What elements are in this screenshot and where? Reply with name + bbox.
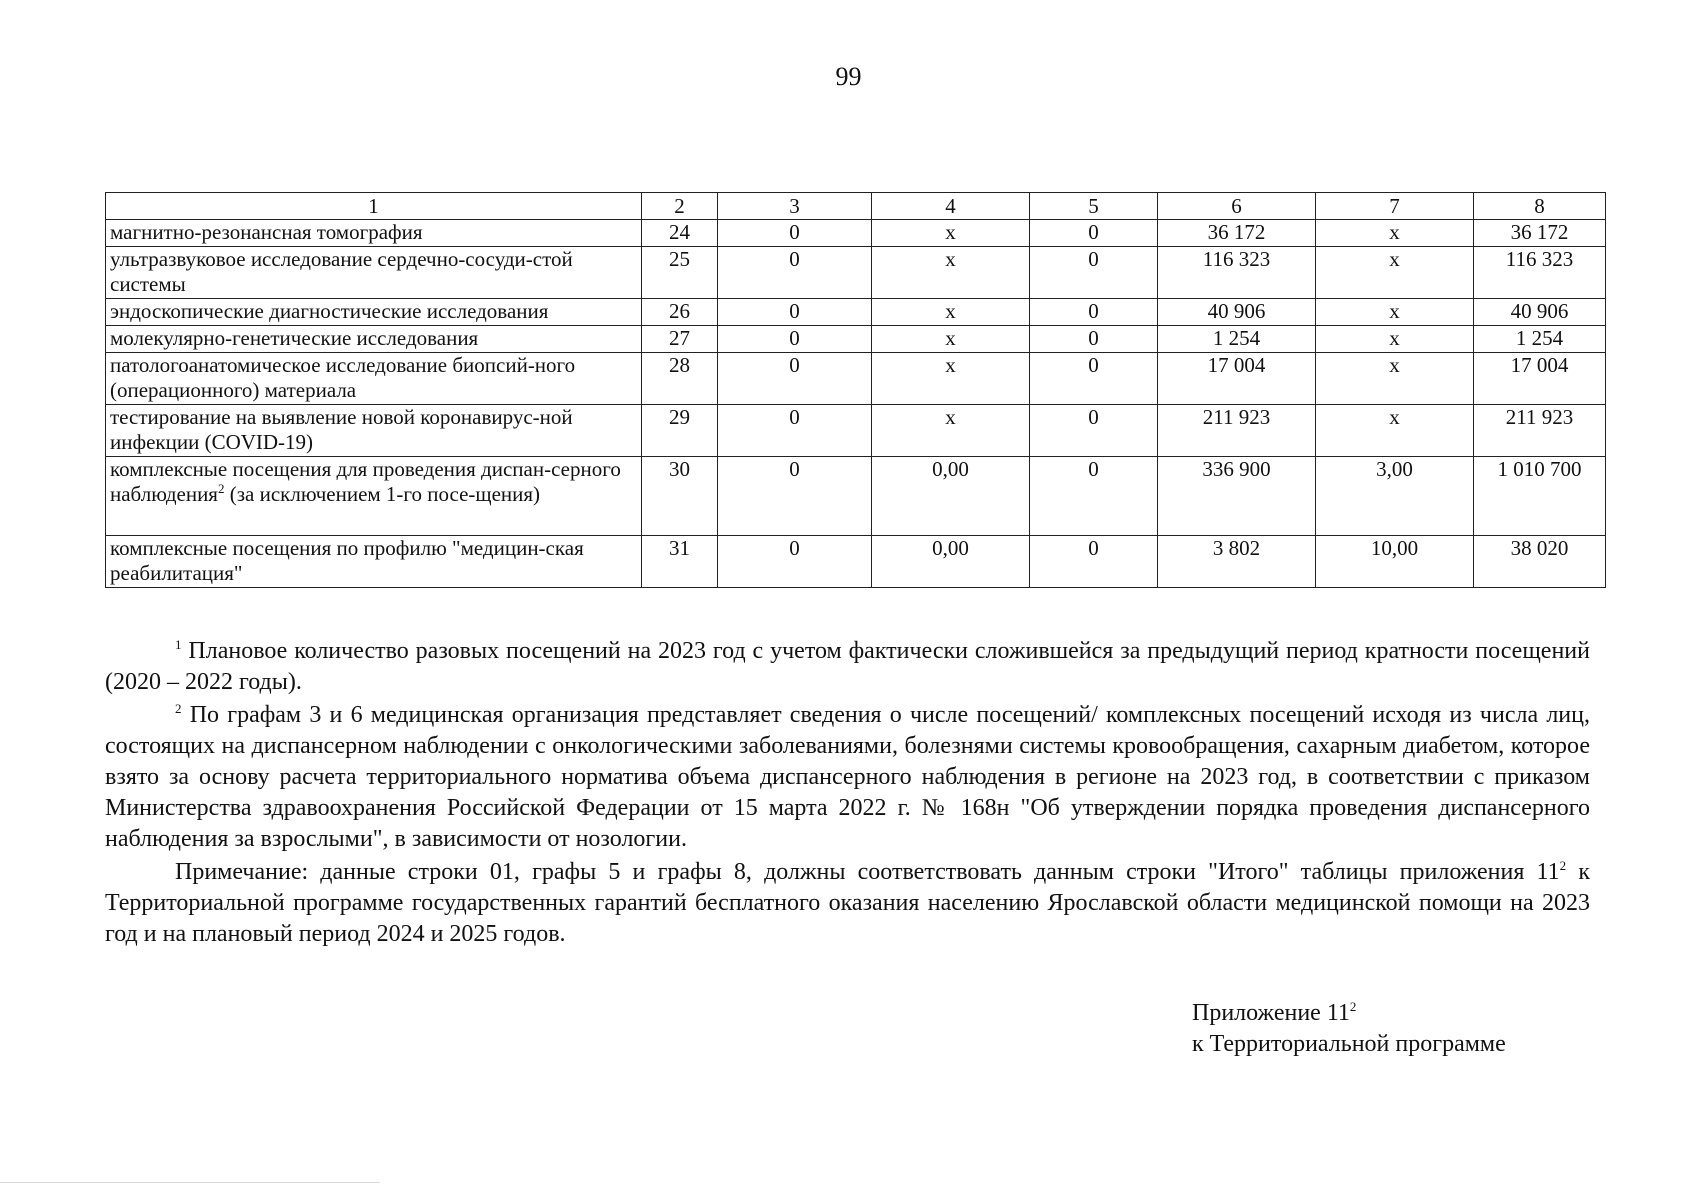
table-row xyxy=(106,326,1606,353)
cell-col7: х xyxy=(1316,405,1474,457)
cell-col5: 0 xyxy=(1030,247,1158,299)
cell-col6: 36 172 xyxy=(1158,220,1316,247)
cell-col3: 0 xyxy=(718,405,872,457)
footnote-1-text: Плановое количество разовых посещений на 2023 год с учетом фактически сложившейся за предыдущий период кратности посещений (2020 – 2022 годы). xyxy=(105,638,1590,695)
cell-col5: 0 xyxy=(1030,326,1158,353)
data-table xyxy=(105,192,1606,588)
column-header: 1 xyxy=(106,193,642,220)
cell-col4: х xyxy=(872,247,1030,299)
row-name: комплексные посещения по профилю "медицин-ская реабилитация" xyxy=(106,536,642,588)
cell-col6: 116 323 xyxy=(1158,247,1316,299)
cell-col8: 38 020 xyxy=(1474,536,1606,588)
cell-col3: 0 xyxy=(718,457,872,536)
row-number: 30 xyxy=(642,457,718,536)
remark-text-cont: к Территориальной программе государственных гарантий бесплатного оказания населению Ярославской области медицинской помощи на 2023 год и на плановый период 2024 и 2025 годов. xyxy=(105,859,1590,947)
page-number: 99 xyxy=(835,62,862,91)
cell-col5: 0 xyxy=(1030,457,1158,536)
row-number: 31 xyxy=(642,536,718,588)
row-name-text-cont: (за исключением 1-го посе-щения) xyxy=(224,482,541,506)
table-row xyxy=(106,536,1606,588)
row-number: 26 xyxy=(642,299,718,326)
cell-col7: х xyxy=(1316,326,1474,353)
column-header: 2 xyxy=(642,193,718,220)
cell-col4: х xyxy=(872,299,1030,326)
appendix-sup: 2 xyxy=(1349,999,1357,1014)
row-name: эндоскопические диагностические исследования xyxy=(106,299,642,326)
cell-col8: 116 323 xyxy=(1474,247,1606,299)
column-header: 3 xyxy=(718,193,872,220)
cell-col3: 0 xyxy=(718,536,872,588)
cell-col8: 1 010 700 xyxy=(1474,457,1606,536)
row-number: 27 xyxy=(642,326,718,353)
appendix-heading xyxy=(1192,998,1506,1060)
column-header: 7 xyxy=(1316,193,1474,220)
cell-col4: 0,00 xyxy=(872,457,1030,536)
cell-col7: х xyxy=(1316,353,1474,405)
cell-col6: 3 802 xyxy=(1158,536,1316,588)
appendix-line-2: к Территориальной программе xyxy=(1192,1031,1506,1057)
cell-col3: 0 xyxy=(718,247,872,299)
row-number: 28 xyxy=(642,353,718,405)
cell-col7: 3,00 xyxy=(1316,457,1474,536)
row-number: 24 xyxy=(642,220,718,247)
remark xyxy=(105,857,1590,950)
cell-col6: 1 254 xyxy=(1158,326,1316,353)
table-row xyxy=(106,353,1606,405)
cell-col8: 1 254 xyxy=(1474,326,1606,353)
cell-col8: 40 906 xyxy=(1474,299,1606,326)
scan-artifact-line xyxy=(0,1182,380,1183)
cell-col4: х xyxy=(872,326,1030,353)
footnote-2-text: По графам 3 и 6 медицинская организация представляет сведения о числе посещений/ комплексных посещений исходя из числа лиц, состоящих на диспансерном наблюдении с онкологическими заболеваниями, болезнями системы кровообращения, сахарным диабетом, которое взято за основу расчета территориального норматива объема диспансерного наблюдения в регионе на 2023 год, в соответствии с приказом Министерства здравоохранения Российской Федерации от 15 марта 2022 г. № 168н "Об утверждении порядка проведения диспансерного наблюдения за взрослыми", в зависимости от нозологии. xyxy=(105,702,1590,852)
cell-col7: 10,00 xyxy=(1316,536,1474,588)
row-name: молекулярно-генетические исследования xyxy=(106,326,642,353)
remark-text: Примечание: данные строки 01, графы 5 и графы 8, должны соответствовать данным строки "Итого" таблицы приложения 11 xyxy=(175,859,1560,885)
cell-col6: 336 900 xyxy=(1158,457,1316,536)
footnote-ref: 2 xyxy=(217,481,225,496)
cell-col4: 0,00 xyxy=(872,536,1030,588)
cell-col6: 211 923 xyxy=(1158,405,1316,457)
table-row xyxy=(106,220,1606,247)
cell-col3: 0 xyxy=(718,220,872,247)
row-number: 25 xyxy=(642,247,718,299)
appendix-line-1 xyxy=(1192,998,1506,1029)
cell-col6: 40 906 xyxy=(1158,299,1316,326)
footnote-2 xyxy=(105,700,1590,855)
row-name-text: комплексные посещения для проведения диспан-серного наблюдения xyxy=(110,457,621,506)
table-header-row xyxy=(106,193,1606,220)
appendix-title: Приложение 11 xyxy=(1192,1000,1350,1026)
column-header: 8 xyxy=(1474,193,1606,220)
cell-col5: 0 xyxy=(1030,536,1158,588)
row-number: 29 xyxy=(642,405,718,457)
cell-col8: 17 004 xyxy=(1474,353,1606,405)
footnotes xyxy=(105,636,1590,950)
cell-col5: 0 xyxy=(1030,299,1158,326)
cell-col7: х xyxy=(1316,220,1474,247)
cell-col6: 17 004 xyxy=(1158,353,1316,405)
cell-col8: 211 923 xyxy=(1474,405,1606,457)
table-row xyxy=(106,247,1606,299)
row-name: тестирование на выявление новой коронавирус-ной инфекции (COVID-19) xyxy=(106,405,642,457)
footnote-marker: 2 xyxy=(175,701,182,716)
cell-col5: 0 xyxy=(1030,405,1158,457)
cell-col4: х xyxy=(872,220,1030,247)
cell-col4: х xyxy=(872,405,1030,457)
row-name: патологоанатомическое исследование биопсий-ного (операционного) материала xyxy=(106,353,642,405)
row-name: ультразвуковое исследование сердечно-сосуди-стой системы xyxy=(106,247,642,299)
cell-col7: х xyxy=(1316,299,1474,326)
cell-col3: 0 xyxy=(718,326,872,353)
column-header: 5 xyxy=(1030,193,1158,220)
cell-col3: 0 xyxy=(718,353,872,405)
remark-sup: 2 xyxy=(1559,858,1567,873)
column-header: 6 xyxy=(1158,193,1316,220)
row-name xyxy=(106,457,642,536)
table-row xyxy=(106,457,1606,536)
table-row xyxy=(106,299,1606,326)
column-header: 4 xyxy=(872,193,1030,220)
footnote-1 xyxy=(105,636,1590,698)
footnote-marker: 1 xyxy=(175,637,182,652)
row-name: магнитно-резонансная томография xyxy=(106,220,642,247)
cell-col5: 0 xyxy=(1030,220,1158,247)
data-table-container xyxy=(105,192,1605,588)
cell-col4: х xyxy=(872,353,1030,405)
table-row xyxy=(106,405,1606,457)
cell-col7: х xyxy=(1316,247,1474,299)
cell-col8: 36 172 xyxy=(1474,220,1606,247)
cell-col3: 0 xyxy=(718,299,872,326)
cell-col5: 0 xyxy=(1030,353,1158,405)
